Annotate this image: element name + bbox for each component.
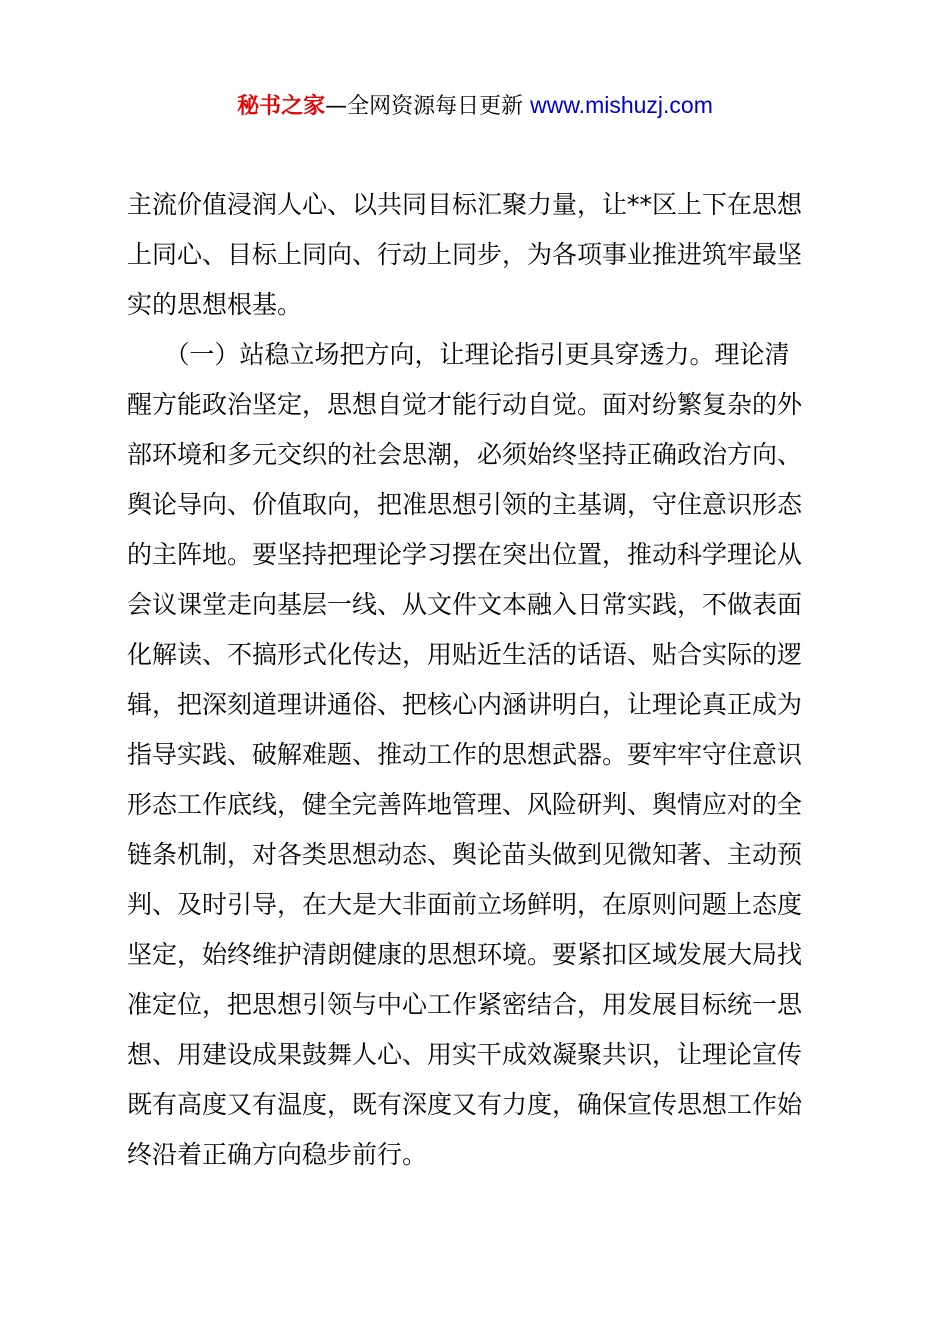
header-tagline: —全网资源每日更新	[325, 94, 524, 119]
page-header	[0, 88, 950, 124]
text-line: 形态工作底线，健全完善阵地管理、风险研判、舆情应对的全	[127, 790, 803, 819]
text-line: 坚定，始终维护清朗健康的思想环境。要紧扣区域发展大局找	[127, 940, 803, 969]
text-line: 判、及时引导，在大是大非面前立场鲜明，在原则问题上态度	[127, 890, 803, 919]
text-line: 部环境和多元交织的社会思潮，必须始终坚持正确政治方向、	[127, 440, 803, 469]
text-line: 既有高度又有温度，既有深度又有力度，确保宣传思想工作始	[127, 1090, 803, 1119]
text-line: 辑，把深刻道理讲通俗、把核心内涵讲明白，让理论真正成为	[127, 690, 803, 719]
text-line: 实的思想根基。	[127, 290, 303, 319]
text-line: 化解读、不搞形式化传达，用贴近生活的话语、贴合实际的逻	[127, 640, 803, 669]
text-line: 主流价值浸润人心、以共同目标汇聚力量，让**区上下在思想	[127, 190, 803, 219]
section-heading-line: （一）站稳立场把方向，让理论指引更具穿透力。理论清	[127, 340, 790, 369]
text-line: 想、用建设成果鼓舞人心、用实干成效凝聚共识，让理论宣传	[127, 1040, 803, 1069]
text-line: 舆论导向、价值取向，把准思想引领的主基调，守住意识形态	[127, 490, 803, 519]
text-line: 链条机制，对各类思想动态、舆论苗头做到见微知著、主动预	[127, 840, 803, 869]
text-line: 的主阵地。要坚持把理论学习摆在突出位置，推动科学理论从	[127, 540, 803, 569]
brand-name: 秘书之家	[237, 94, 326, 119]
text-line: 会议课堂走向基层一线、从文件文本融入日常实践，不做表面	[127, 590, 803, 619]
text-line: 准定位，把思想引领与中心工作紧密结合，用发展目标统一思	[127, 990, 803, 1019]
text-line: 醒方能政治坚定，思想自觉才能行动自觉。面对纷繁复杂的外	[127, 390, 803, 419]
body-text	[127, 180, 847, 1180]
text-line: 上同心、目标上同向、行动上同步，为各项事业推进筑牢最坚	[127, 240, 803, 269]
text-line: 终沿着正确方向稳步前行。	[127, 1140, 428, 1169]
text-line: 指导实践、破解难题、推动工作的思想武器。要牢牢守住意识	[127, 740, 803, 769]
site-url-link[interactable]: www.mishuzj.com	[530, 92, 713, 118]
